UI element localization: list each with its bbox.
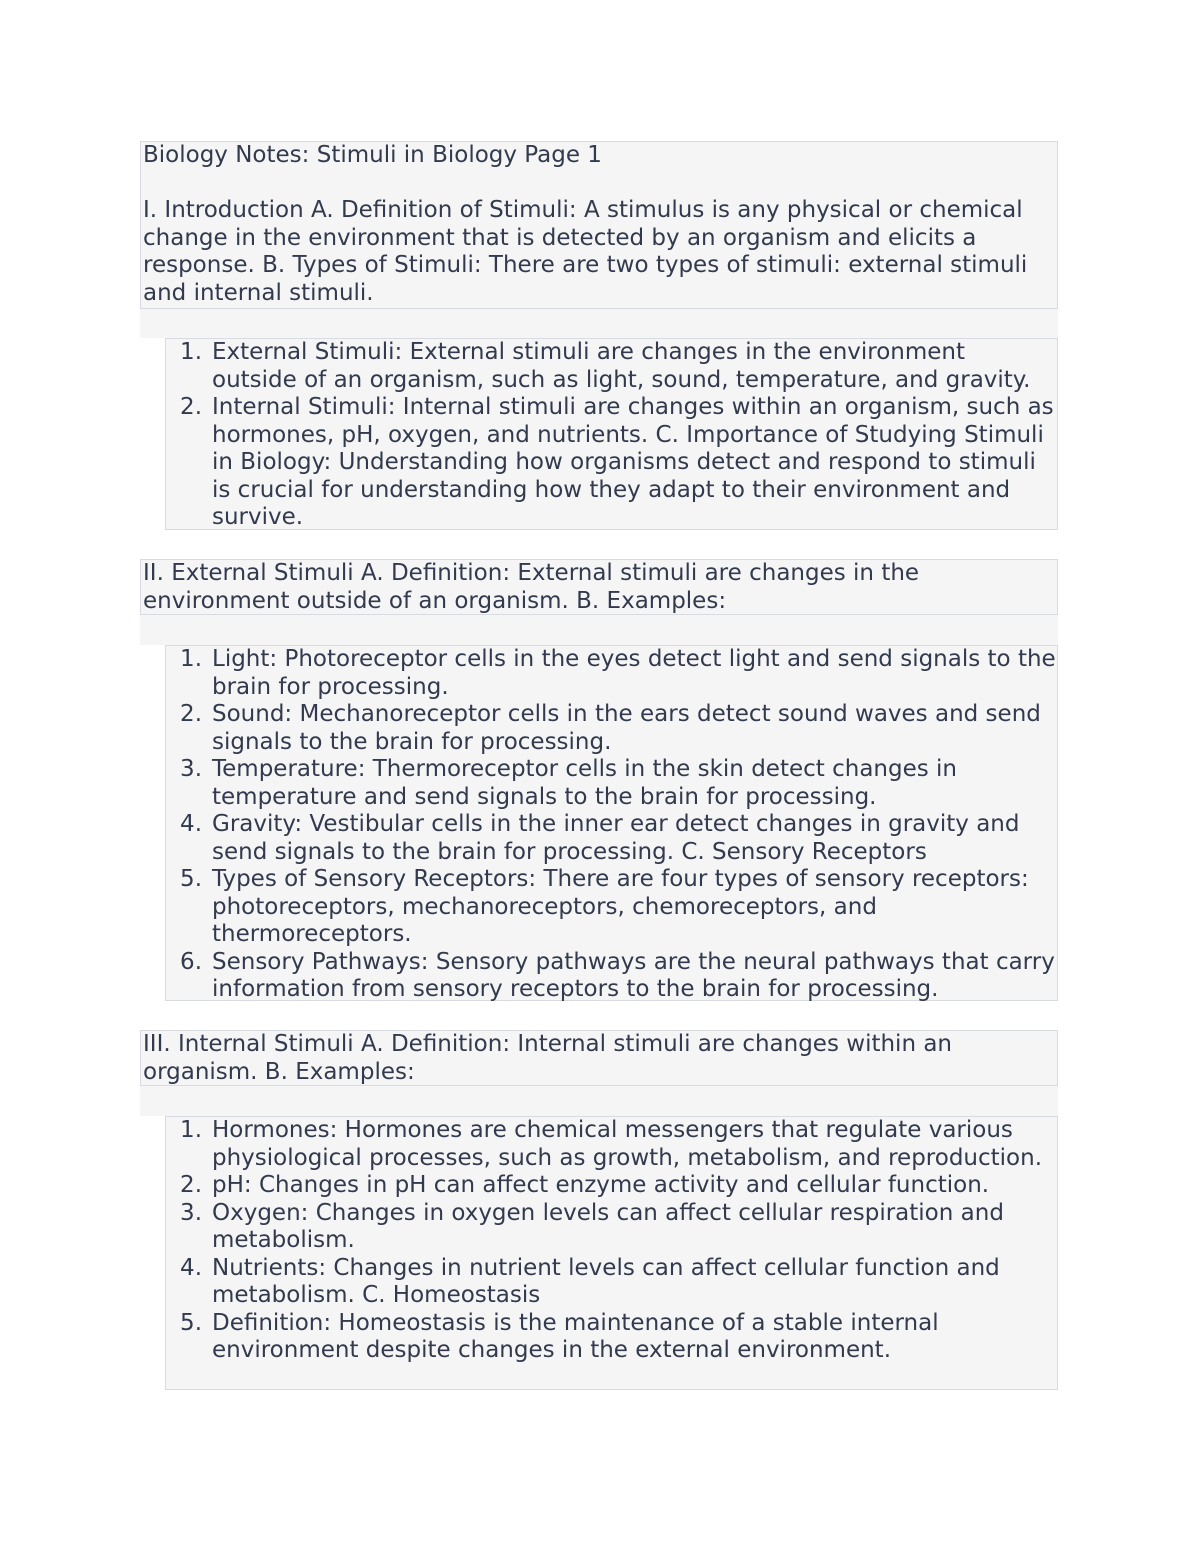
intro-paragraph: I. Introduction A. Definition of Stimuli: A stimulus is any physical or chemical change in the environment that is detected by an organism and elicits a response. B. Types of Stimuli: There are two types of stimuli: external stimuli and internal stimuli. bbox=[143, 197, 1028, 306]
section-heading: II. External Stimuli A. Definition: External stimuli are changes in the environment outside of an organism. B. Examples: bbox=[143, 560, 920, 614]
list-item: Sound: Mechanoreceptor cells in the ears detect sound waves and send signals to the brain for processing. bbox=[212, 701, 1041, 755]
ordered-list bbox=[166, 339, 1057, 532]
list-item: pH: Changes in pH can affect enzyme activity and cellular function. bbox=[212, 1172, 990, 1198]
intro-block bbox=[140, 141, 1058, 309]
list-item: Internal Stimuli: Internal stimuli are changes within an organism, such as hormones, pH, oxygen, and nutrients. C. Importance of Studying Stimuli in Biology: Understanding how organisms detect and respond to stimuli is crucial for understanding how they adapt to their environment and survive. bbox=[212, 394, 1054, 530]
list-item: Sensory Pathways: Sensory pathways are the neural pathways that carry information from sensory receptors to the brain for processing. bbox=[212, 948, 1055, 1002]
list-external-examples bbox=[165, 645, 1058, 1001]
list-item: Light: Photoreceptor cells in the eyes detect light and send signals to the brain for processing. bbox=[212, 646, 1056, 700]
list-internal-examples bbox=[165, 1116, 1058, 1390]
list-item: Gravity: Vestibular cells in the inner ear detect changes in gravity and send signals to the brain for processing. C. Sensory Receptors bbox=[212, 811, 1020, 865]
spacer bbox=[141, 170, 1057, 198]
section-heading: III. Internal Stimuli A. Definition: Internal stimuli are changes within an organism. B. Examples: bbox=[143, 1031, 952, 1085]
document-title: Biology Notes: Stimuli in Biology Page 1 bbox=[143, 142, 602, 168]
list-item: Types of Sensory Receptors: There are four types of sensory receptors: photoreceptors, mechanoreceptors, chemoreceptors, and thermoreceptors. bbox=[212, 866, 1029, 947]
section-external-stimuli bbox=[140, 559, 1058, 615]
list-item: Oxygen: Changes in oxygen levels can affect cellular respiration and metabolism. bbox=[212, 1199, 1004, 1253]
section-internal-stimuli bbox=[140, 1030, 1058, 1086]
ordered-list bbox=[166, 1117, 1057, 1365]
list-types-of-stimuli bbox=[165, 338, 1058, 530]
list-item: Nutrients: Changes in nutrient levels can affect cellular function and metabolism. C. Homeostasis bbox=[212, 1254, 1000, 1308]
list-item: Definition: Homeostasis is the maintenance of a stable internal environment despite changes in the external environment. bbox=[212, 1309, 939, 1363]
ordered-list bbox=[166, 646, 1057, 1004]
shading bbox=[140, 309, 1058, 338]
list-item: External Stimuli: External stimuli are changes in the environment outside of an organism, such as light, sound, temperature, and gravity. bbox=[212, 339, 1031, 393]
shading bbox=[140, 615, 1058, 645]
list-item: Temperature: Thermoreceptor cells in the skin detect changes in temperature and send signals to the brain for processing. bbox=[212, 756, 957, 810]
list-item: Hormones: Hormones are chemical messengers that regulate various physiological processes, such as growth, metabolism, and reproduction. bbox=[212, 1117, 1043, 1171]
shading bbox=[140, 1086, 1058, 1116]
